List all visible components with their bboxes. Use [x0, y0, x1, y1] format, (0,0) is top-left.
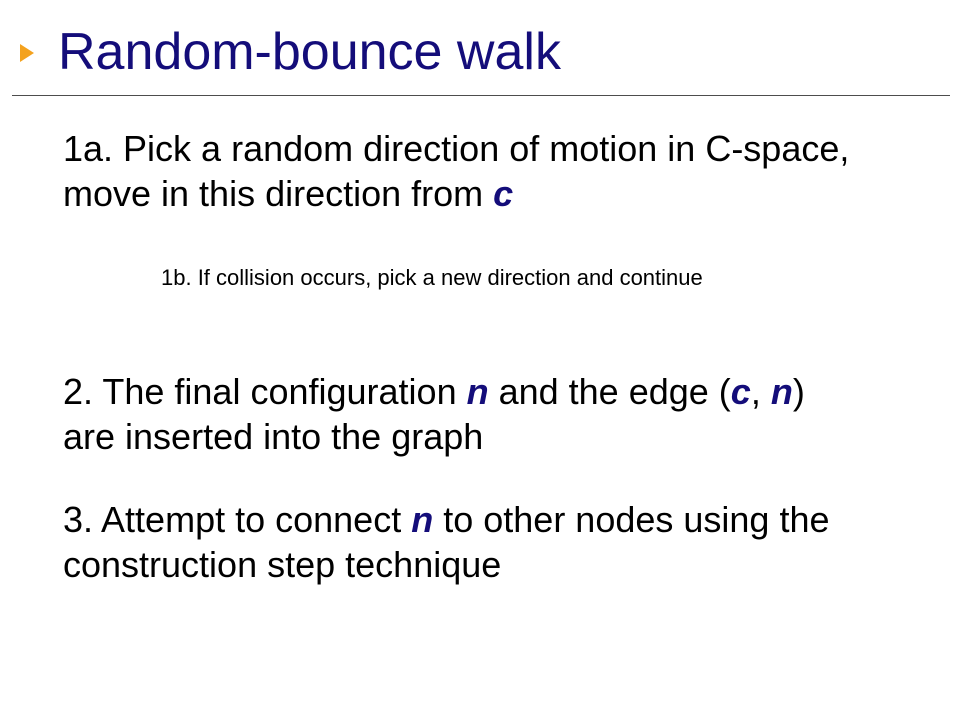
variable-c: c — [730, 371, 751, 412]
step-2-part-2: and the edge ( — [488, 371, 731, 412]
step-1a-text — [63, 126, 863, 216]
step-1b-body: 1b. If collision occurs, pick a new direction and continue — [161, 265, 703, 290]
variable-n: n — [466, 371, 489, 412]
variable-n: n — [770, 371, 793, 412]
step-2-text — [63, 369, 863, 459]
triangle-right-icon — [20, 44, 34, 62]
variable-c: c — [493, 173, 514, 214]
variable-n: n — [411, 499, 434, 540]
step-3-part-1: 3. Attempt to connect — [63, 499, 412, 540]
step-3-text — [63, 497, 863, 587]
step-3-part-2: to other nodes using the construction step technique — [63, 499, 830, 585]
step-2-part-4: ) are inserted into the graph — [63, 371, 805, 457]
slide-title: Random-bounce walk — [58, 23, 561, 81]
step-1a-body: 1a. Pick a random direction of motion in C-space, move in this direction from — [63, 128, 850, 214]
title-divider — [12, 95, 950, 96]
step-2-part-1: 2. The final configuration — [63, 371, 467, 412]
step-1b-text — [63, 259, 863, 296]
step-2-part-3: , — [750, 371, 771, 412]
